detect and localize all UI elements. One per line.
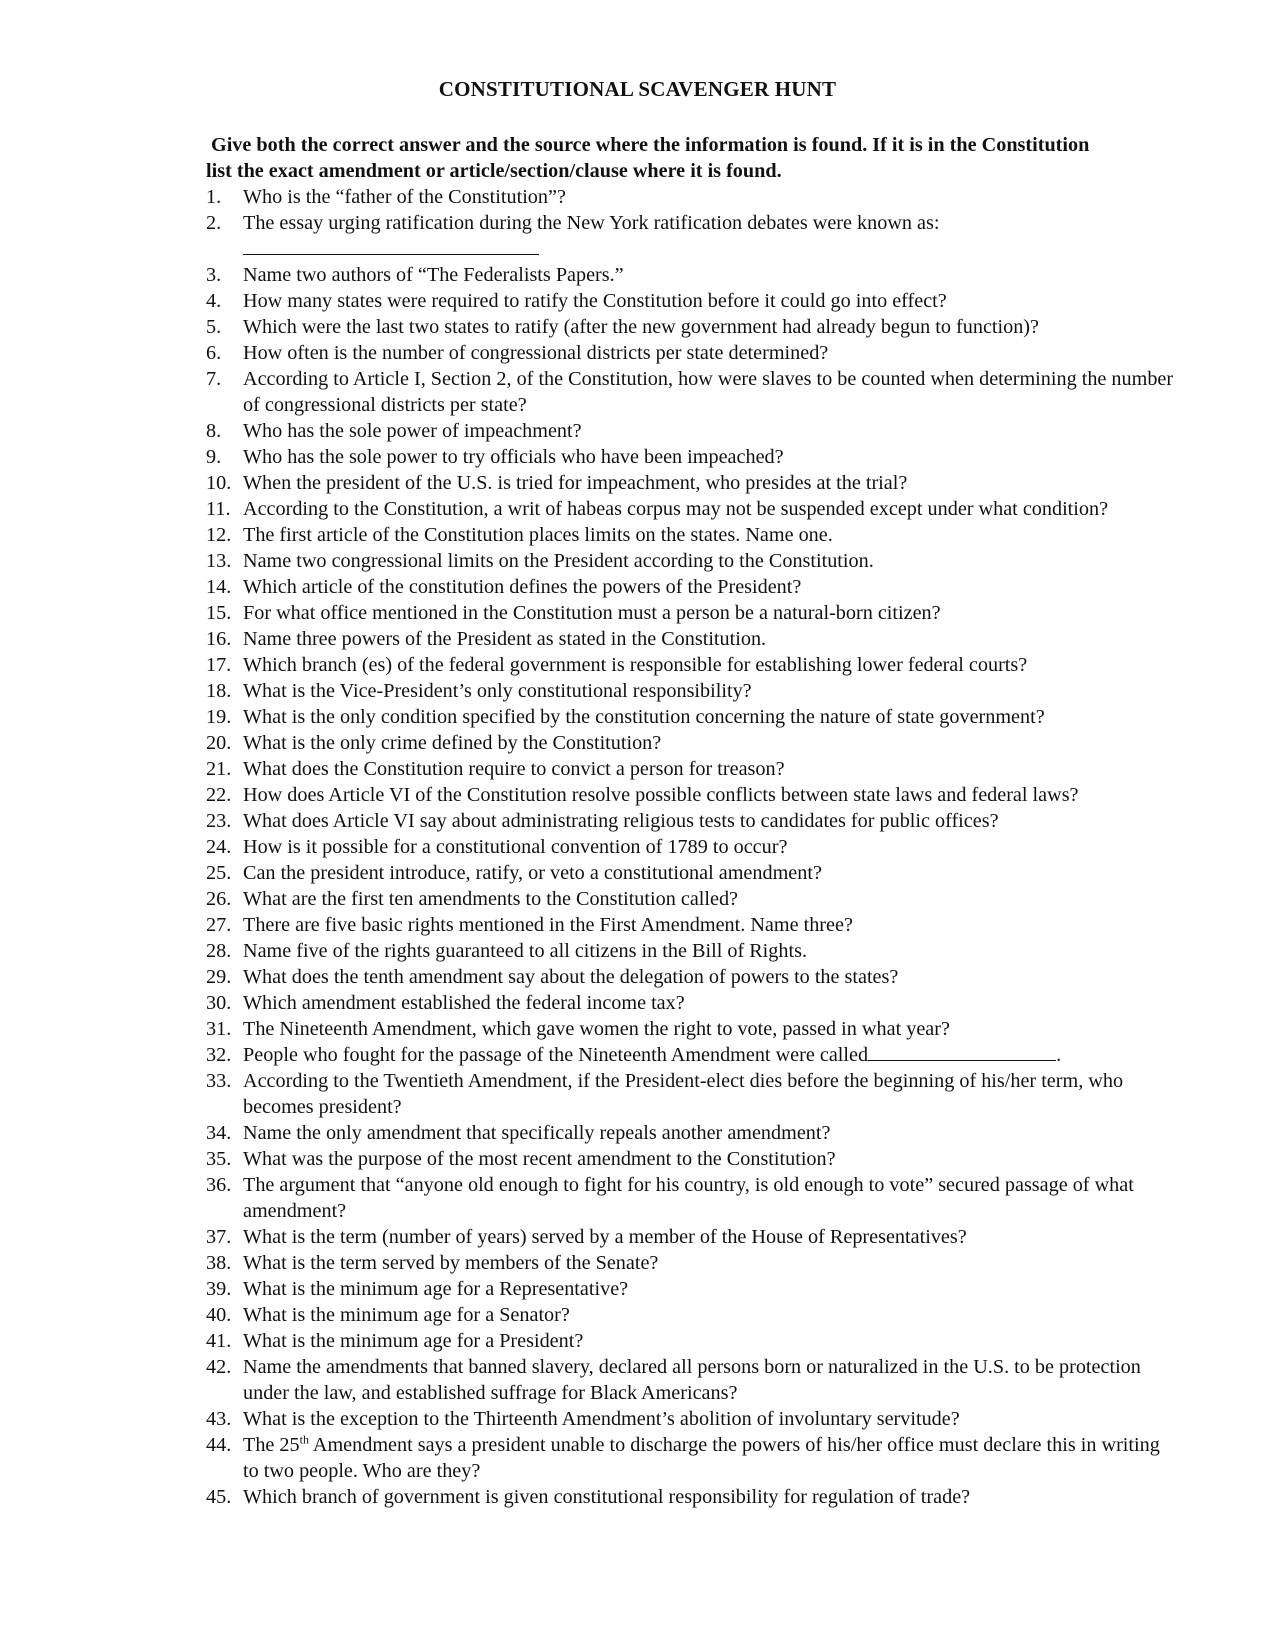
- question-item: [206, 678, 1176, 704]
- question-number: 2.: [206, 212, 222, 234]
- question-item: [206, 730, 1176, 756]
- question-text-body: How many states were required to ratify the Constitution before it could go into effect?: [243, 290, 947, 312]
- question-item: [206, 1016, 1176, 1042]
- question-number: 3.: [206, 264, 222, 286]
- question-text: [243, 1276, 1176, 1302]
- question-text-body: According to the Twentieth Amendment, if the President-elect dies before the beginning of his/her term, who becomes president?: [243, 1070, 1124, 1118]
- question-number: 19.: [206, 706, 232, 728]
- question-number: 30.: [206, 992, 232, 1014]
- question-text-body: What is the term served by members of the Senate?: [243, 1252, 659, 1274]
- question-text-body: The argument that “anyone old enough to fight for his country, is old enough to vote” secured passage of what amendment?: [243, 1174, 1134, 1222]
- question-text: [243, 1146, 1176, 1172]
- question-list: [206, 184, 1176, 1510]
- question-text: [243, 574, 1176, 600]
- question-number: 18.: [206, 680, 232, 702]
- question-item: [206, 340, 1176, 366]
- question-text: [243, 548, 1176, 574]
- question-text-body: What is the only condition specified by the constitution concerning the nature of state government?: [243, 706, 1045, 728]
- question-text-body: According to Article I, Section 2, of the Constitution, how were slaves to be counted when determining the number of congressional districts per state?: [243, 368, 1174, 416]
- ordinal-superscript: th: [299, 1432, 309, 1447]
- question-text-body: What is the only crime defined by the Constitution?: [243, 732, 662, 754]
- question-text: [243, 288, 1176, 314]
- question-number: 25.: [206, 862, 232, 884]
- question-text: [243, 834, 1176, 860]
- question-number: 21.: [206, 758, 232, 780]
- question-text: [243, 1406, 1176, 1432]
- question-text-body: According to the Constitution, a writ of habeas corpus may not be suspended except under what condition?: [243, 498, 1109, 520]
- question-item: [206, 652, 1176, 678]
- question-text-body: What is the Vice-President’s only constitutional responsibility?: [243, 680, 752, 702]
- question-item: [206, 1250, 1176, 1276]
- question-text: [243, 1432, 1176, 1484]
- question-text-body: Which article of the constitution defines the powers of the President?: [243, 576, 802, 598]
- question-text: [243, 704, 1176, 730]
- question-text: [243, 678, 1176, 704]
- instructions: [206, 132, 1166, 184]
- question-text: [243, 964, 1176, 990]
- question-number: 10.: [206, 472, 232, 494]
- question-number: 7.: [206, 368, 222, 390]
- question-item: [206, 886, 1176, 912]
- question-text-body: Name the amendments that banned slavery, declared all persons born or naturalized in the U.S. to be protection under the law, and established suffrage for Black Americans?: [243, 1356, 1141, 1404]
- question-item: [206, 860, 1176, 886]
- question-text: [243, 730, 1176, 756]
- question-number: 32.: [206, 1044, 232, 1066]
- question-text-body: People who fought for the passage of the Nineteenth Amendment were called: [243, 1044, 869, 1066]
- question-item: [206, 704, 1176, 730]
- question-item: [206, 1354, 1176, 1406]
- question-item: [206, 496, 1176, 522]
- question-item: [206, 1224, 1176, 1250]
- question-text: [243, 1172, 1176, 1224]
- question-text: [243, 1068, 1176, 1120]
- question-text: [243, 1302, 1176, 1328]
- question-text-body: Which amendment established the federal income tax?: [243, 992, 685, 1014]
- question-item: [206, 522, 1176, 548]
- question-text: [243, 444, 1176, 470]
- instructions-line-1: Give both the correct answer and the source where the information is found. If it is in the Constitution: [211, 134, 1090, 156]
- question-text: [243, 600, 1176, 626]
- question-text-body: How often is the number of congressional districts per state determined?: [243, 342, 829, 364]
- question-number: 13.: [206, 550, 232, 572]
- question-number: 45.: [206, 1486, 232, 1508]
- question-number: 16.: [206, 628, 232, 650]
- question-number: 42.: [206, 1356, 232, 1378]
- question-item: [206, 210, 1176, 262]
- question-text: [243, 912, 1176, 938]
- question-number: 11.: [206, 498, 231, 520]
- question-text-body: Who is the “father of the Constitution”?: [243, 186, 566, 208]
- question-item: [206, 938, 1176, 964]
- question-text-body: What does Article VI say about administrating religious tests to candidates for public offices?: [243, 810, 999, 832]
- question-text-body: What does the Constitution require to convict a person for treason?: [243, 758, 785, 780]
- question-item: [206, 1172, 1176, 1224]
- question-number: 26.: [206, 888, 232, 910]
- question-number: 29.: [206, 966, 232, 988]
- question-text-body: What is the minimum age for a President?: [243, 1330, 584, 1352]
- question-text-body: What is the minimum age for a Senator?: [243, 1304, 570, 1326]
- question-text-prefix: The 25: [243, 1434, 300, 1456]
- question-text: [243, 1016, 1176, 1042]
- question-text-body: What is the exception to the Thirteenth Amendment’s abolition of involuntary servitude?: [243, 1408, 960, 1430]
- question-item: [206, 1146, 1176, 1172]
- question-number: 8.: [206, 420, 222, 442]
- question-number: 22.: [206, 784, 232, 806]
- question-text: [243, 470, 1176, 496]
- question-number: 44.: [206, 1434, 232, 1456]
- question-item: [206, 626, 1176, 652]
- question-item: [206, 470, 1176, 496]
- question-text: [243, 1328, 1176, 1354]
- question-number: 36.: [206, 1174, 232, 1196]
- question-text-body: Name two congressional limits on the President according to the Constitution.: [243, 550, 874, 572]
- question-text-body: What is the term (number of years) served by a member of the House of Representatives?: [243, 1226, 967, 1248]
- question-number: 27.: [206, 914, 232, 936]
- question-text-body: What are the first ten amendments to the Constitution called?: [243, 888, 739, 910]
- question-number: 1.: [206, 186, 222, 208]
- question-number: 9.: [206, 446, 222, 468]
- question-item: [206, 444, 1176, 470]
- question-item: [206, 1120, 1176, 1146]
- question-item: [206, 756, 1176, 782]
- question-text-suffix: .: [1056, 1044, 1062, 1066]
- instructions-line-2: list the exact amendment or article/section/clause where it is found.: [206, 160, 782, 182]
- question-text-body: Which branch (es) of the federal government is responsible for establishing lower federal courts?: [243, 654, 1028, 676]
- question-text-body: Name the only amendment that specifically repeals another amendment?: [243, 1122, 831, 1144]
- question-text: [243, 1224, 1176, 1250]
- question-item: [206, 574, 1176, 600]
- question-text: [243, 626, 1176, 652]
- question-item: [206, 1432, 1176, 1484]
- question-item: [206, 834, 1176, 860]
- question-item: [206, 782, 1176, 808]
- question-number: 28.: [206, 940, 232, 962]
- question-item: [206, 1328, 1176, 1354]
- question-item: [206, 262, 1176, 288]
- question-text: [243, 1120, 1176, 1146]
- question-number: 33.: [206, 1070, 232, 1092]
- question-text: [243, 366, 1176, 418]
- question-number: 12.: [206, 524, 232, 546]
- question-item: [206, 1068, 1176, 1120]
- question-text: [243, 860, 1176, 886]
- question-number: 38.: [206, 1252, 232, 1274]
- question-item: [206, 1276, 1176, 1302]
- question-text: [243, 808, 1176, 834]
- question-item: [206, 314, 1176, 340]
- question-number: 41.: [206, 1330, 232, 1352]
- question-text-body: Who has the sole power to try officials who have been impeached?: [243, 446, 784, 468]
- question-text: [243, 1250, 1176, 1276]
- question-number: 37.: [206, 1226, 232, 1248]
- question-text-body: Which were the last two states to ratify (after the new government had already begun to function)?: [243, 316, 1039, 338]
- question-number: 17.: [206, 654, 232, 676]
- question-item: [206, 912, 1176, 938]
- question-number: 5.: [206, 316, 222, 338]
- question-text-body: The first article of the Constitution places limits on the states. Name one.: [243, 524, 833, 546]
- answer-blank-line: [868, 1042, 1056, 1061]
- question-number: 31.: [206, 1018, 232, 1040]
- question-text: [243, 886, 1176, 912]
- question-item: [206, 1406, 1176, 1432]
- question-number: 43.: [206, 1408, 232, 1430]
- question-text-body: What was the purpose of the most recent amendment to the Constitution?: [243, 1148, 836, 1170]
- question-text: [243, 184, 1176, 210]
- question-item: [206, 1484, 1176, 1510]
- question-text-body: What does the tenth amendment say about the delegation of powers to the states?: [243, 966, 899, 988]
- question-item: [206, 184, 1176, 210]
- question-item: [206, 600, 1176, 626]
- question-item: [206, 990, 1176, 1016]
- question-number: 39.: [206, 1278, 232, 1300]
- question-text-body: The Nineteenth Amendment, which gave women the right to vote, passed in what year?: [243, 1018, 950, 1040]
- question-text-body: The essay urging ratification during the New York ratification debates were known as:: [243, 212, 940, 234]
- question-text: [243, 418, 1176, 444]
- question-item: [206, 1042, 1176, 1068]
- question-number: 35.: [206, 1148, 232, 1170]
- question-number: 40.: [206, 1304, 232, 1326]
- question-text-body: Name three powers of the President as stated in the Constitution.: [243, 628, 767, 650]
- question-number: 4.: [206, 290, 222, 312]
- question-text-body: For what office mentioned in the Constitution must a person be a natural-born citizen?: [243, 602, 941, 624]
- question-number: 14.: [206, 576, 232, 598]
- answer-blank-row: [243, 236, 1176, 262]
- answer-blank-line: [243, 236, 539, 255]
- question-text: [243, 782, 1176, 808]
- question-item: [206, 548, 1176, 574]
- question-text: [243, 340, 1176, 366]
- question-number: 6.: [206, 342, 222, 364]
- question-text: [243, 652, 1176, 678]
- question-text: [243, 210, 1176, 236]
- question-text: [243, 1042, 1176, 1068]
- question-text: [243, 990, 1176, 1016]
- question-item: [206, 418, 1176, 444]
- question-number: 20.: [206, 732, 232, 754]
- question-text-body: Who has the sole power of impeachment?: [243, 420, 582, 442]
- question-item: [206, 366, 1176, 418]
- question-number: 34.: [206, 1122, 232, 1144]
- question-text: [243, 1484, 1176, 1510]
- question-item: [206, 808, 1176, 834]
- question-text-body: Name two authors of “The Federalists Papers.”: [243, 264, 624, 286]
- question-text-body: Can the president introduce, ratify, or veto a constitutional amendment?: [243, 862, 822, 884]
- question-item: [206, 1302, 1176, 1328]
- question-text-body: What is the minimum age for a Representative?: [243, 1278, 629, 1300]
- question-text: [243, 1354, 1176, 1406]
- question-text: [243, 938, 1176, 964]
- question-text: [243, 522, 1176, 548]
- question-number: 24.: [206, 836, 232, 858]
- question-number: 23.: [206, 810, 232, 832]
- question-text: [243, 314, 1176, 340]
- question-text-body: When the president of the U.S. is tried for impeachment, who presides at the trial?: [243, 472, 908, 494]
- question-text-body: There are five basic rights mentioned in the First Amendment. Name three?: [243, 914, 853, 936]
- question-text-body: Name five of the rights guaranteed to all citizens in the Bill of Rights.: [243, 940, 807, 962]
- question-text-body: Amendment says a president unable to discharge the powers of his/her office must declare this in writing to two people. Who are they?: [243, 1434, 1160, 1482]
- question-number: 15.: [206, 602, 232, 624]
- question-text-body: How is it possible for a constitutional convention of 1789 to occur?: [243, 836, 788, 858]
- question-item: [206, 288, 1176, 314]
- question-text: [243, 756, 1176, 782]
- question-text: [243, 262, 1176, 288]
- page-title: CONSTITUTIONAL SCAVENGER HUNT: [438, 77, 837, 101]
- question-text-body: How does Article VI of the Constitution resolve possible conflicts between state laws and federal laws?: [243, 784, 1079, 806]
- question-item: [206, 964, 1176, 990]
- question-text-body: Which branch of government is given constitutional responsibility for regulation of trade?: [243, 1486, 971, 1508]
- question-text: [243, 496, 1176, 522]
